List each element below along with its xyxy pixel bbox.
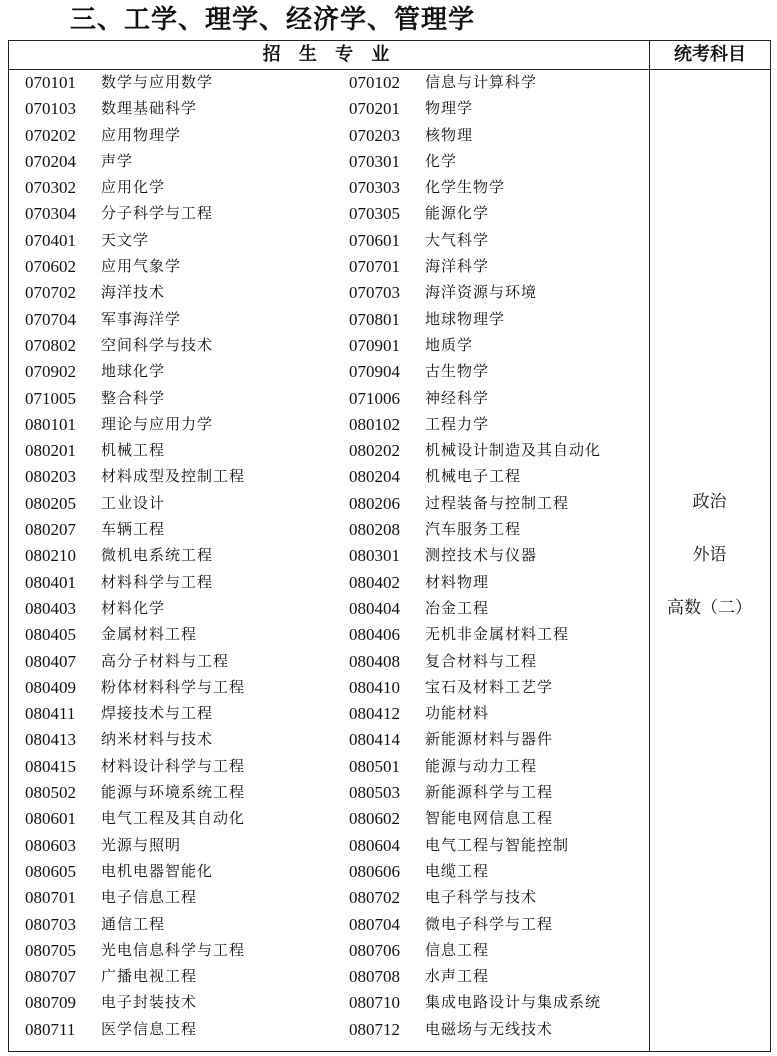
major-code: 080101 [25,414,76,434]
table-row [9,332,649,358]
major-name: 金属材料工程 [101,625,198,644]
major-code: 071005 [25,388,76,408]
major-name: 电磁场与无线技术 [425,1019,554,1038]
major-code: 080703 [25,914,76,934]
header-majors: 招 生 专 业 [262,44,396,65]
major-code: 070701 [349,257,400,277]
major-code: 080603 [25,835,76,855]
major-code: 080203 [25,467,76,487]
major-name: 测控技术与仪器 [425,546,538,565]
major-name: 天文学 [101,230,150,249]
major-code: 070102 [349,73,400,92]
major-name: 海洋资源与环境 [425,283,538,302]
table-row [9,227,649,253]
table-row [9,437,649,463]
major-name: 微机电系统工程 [101,546,214,565]
major-code: 080301 [349,546,400,566]
major-name: 化学 [425,151,458,170]
table-row [9,726,649,752]
major-code: 080704 [349,914,400,934]
table-row [9,989,649,1015]
table-row [9,95,649,121]
major-code: 080602 [349,809,400,829]
major-name: 机械设计制造及其自动化 [425,441,602,460]
table-row [9,832,649,858]
major-code: 080402 [349,572,400,592]
major-code: 080502 [25,783,76,803]
major-name: 复合材料与工程 [425,651,538,670]
major-code: 080408 [349,651,400,671]
major-name: 理论与应用力学 [101,414,214,433]
major-code: 080701 [25,888,76,908]
major-code: 080712 [349,1019,400,1039]
table-row [9,963,649,989]
major-name: 材料成型及控制工程 [101,467,246,486]
major-code: 070204 [25,151,76,171]
major-name: 车辆工程 [101,520,166,539]
major-code: 080404 [349,598,400,618]
major-code: 070304 [25,204,76,224]
major-name: 能源与环境系统工程 [101,783,246,802]
major-code: 080210 [25,546,76,566]
table-row [9,858,649,884]
table-row [9,516,649,542]
major-code: 070303 [349,178,400,198]
major-name: 粉体材料科学与工程 [101,677,246,696]
exam-subjects [649,489,770,648]
table-row [9,569,649,595]
major-code: 080706 [349,940,400,960]
major-name: 空间科学与技术 [101,335,214,354]
major-name: 信息工程 [425,940,490,959]
major-code: 080711 [25,1019,76,1039]
table-row [9,174,649,200]
major-name: 电机电器智能化 [101,861,214,880]
major-name: 海洋科学 [425,257,490,276]
exam-subject: 外语 [692,545,727,565]
major-name: 智能电网信息工程 [425,809,554,828]
major-code: 070601 [349,230,400,250]
majors-table [8,40,771,1052]
table-row [9,700,649,726]
major-code: 080206 [349,493,400,513]
table-row [9,621,649,647]
table-row [9,937,649,963]
major-name: 电子信息工程 [101,888,198,907]
table-row [9,253,649,279]
major-name: 数学与应用数学 [101,73,214,91]
major-code: 080708 [349,967,400,987]
major-code: 080407 [25,651,76,671]
major-code: 070301 [349,151,400,171]
table-row [9,463,649,489]
major-name: 功能材料 [425,704,490,723]
major-name: 古生物学 [425,362,490,381]
table-row [9,884,649,910]
major-code: 080202 [349,441,400,461]
major-name: 分子科学与工程 [101,204,214,223]
section-title: 三、工学、理学、经济学、管理学 [70,5,476,35]
major-name: 工业设计 [101,493,166,512]
major-name: 宝石及材料工艺学 [425,677,554,696]
major-code: 070103 [25,99,76,119]
major-code: 080409 [25,677,76,697]
major-code: 070904 [349,362,400,382]
major-name: 材料设计科学与工程 [101,756,246,775]
major-code: 080102 [349,414,400,434]
major-code: 070305 [349,204,400,224]
table-row [9,542,649,568]
major-name: 地球物理学 [425,309,506,328]
header-exams: 统考科目 [649,41,770,69]
table-row [9,1016,649,1042]
major-name: 能源与动力工程 [425,756,538,775]
major-code: 070302 [25,178,76,198]
major-name: 高分子材料与工程 [101,651,230,670]
major-code: 080208 [349,520,400,540]
major-name: 纳米材料与技术 [101,730,214,749]
exam-subject: 高数（二） [667,598,752,618]
table-row [9,490,649,516]
major-code: 080201 [25,441,76,461]
major-name: 无机非金属材料工程 [425,625,570,644]
table-row [9,411,649,437]
major-name: 集成电路设计与集成系统 [425,993,602,1012]
major-name: 医学信息工程 [101,1019,198,1038]
table-row [9,648,649,674]
major-name: 通信工程 [101,914,166,933]
major-code: 070702 [25,283,76,303]
table-row [9,279,649,305]
table-header [9,41,770,70]
major-code: 080709 [25,993,76,1013]
major-name: 光电信息科学与工程 [101,940,246,959]
major-code: 070202 [25,125,76,145]
table-row [9,595,649,621]
major-code: 080406 [349,625,400,645]
major-code: 070101 [25,73,76,92]
table-row [9,148,649,174]
major-code: 080204 [349,467,400,487]
major-code: 080403 [25,598,76,618]
major-code: 080606 [349,861,400,881]
major-code: 070203 [349,125,400,145]
major-name: 光源与照明 [101,835,182,854]
major-name: 信息与计算科学 [425,73,538,91]
major-name: 电子封装技术 [101,993,198,1012]
major-code: 070902 [25,362,76,382]
table-row [9,200,649,226]
major-name: 应用气象学 [101,257,182,276]
major-name: 新能源科学与工程 [425,783,554,802]
major-name: 应用化学 [101,178,166,197]
major-code: 070401 [25,230,76,250]
major-code: 080503 [349,783,400,803]
major-name: 电气工程与智能控制 [425,835,570,854]
major-name: 数理基础科学 [101,99,198,118]
major-name: 冶金工程 [425,598,490,617]
major-code: 080205 [25,493,76,513]
major-code: 070802 [25,335,76,355]
major-name: 电气工程及其自动化 [101,809,246,828]
major-name: 新能源材料与器件 [425,730,554,749]
major-code: 070704 [25,309,76,329]
major-code: 080601 [25,809,76,829]
major-code: 080707 [25,967,76,987]
major-name: 军事海洋学 [101,309,182,328]
table-row [9,779,649,805]
major-name: 应用物理学 [101,125,182,144]
major-code: 080605 [25,861,76,881]
major-code: 080705 [25,940,76,960]
major-code: 080414 [349,730,400,750]
major-code: 080207 [25,520,76,540]
table-row [9,674,649,700]
major-name: 材料科学与工程 [101,572,214,591]
major-name: 神经科学 [425,388,490,407]
major-name: 广播电视工程 [101,967,198,986]
major-name: 焊接技术与工程 [101,704,214,723]
table-row [9,306,649,332]
major-code: 080401 [25,572,76,592]
table-row [9,753,649,779]
major-code: 080702 [349,888,400,908]
major-code: 080412 [349,704,400,724]
table-row [9,358,649,384]
major-name: 整合科学 [101,388,166,407]
major-name: 电缆工程 [425,861,490,880]
major-name: 地质学 [425,335,474,354]
major-name: 水声工程 [425,967,490,986]
major-code: 080413 [25,730,76,750]
major-name: 机械工程 [101,441,166,460]
major-name: 地球化学 [101,362,166,381]
major-name: 物理学 [425,99,474,118]
major-code: 070602 [25,257,76,277]
major-code: 070901 [349,335,400,355]
major-name: 材料化学 [101,598,166,617]
major-code: 070703 [349,283,400,303]
major-name: 电子科学与技术 [425,888,538,907]
major-name: 汽车服务工程 [425,520,522,539]
table-row [9,69,649,95]
major-code: 080604 [349,835,400,855]
major-code: 080501 [349,756,400,776]
major-name: 海洋技术 [101,283,166,302]
major-name: 能源化学 [425,204,490,223]
major-code: 070201 [349,99,400,119]
major-name: 化学生物学 [425,178,506,197]
major-name: 工程力学 [425,414,490,433]
major-name: 过程装备与控制工程 [425,493,570,512]
major-code: 080410 [349,677,400,697]
major-name: 大气科学 [425,230,490,249]
table-row [9,385,649,411]
exam-subject: 政治 [692,492,727,512]
major-code: 070801 [349,309,400,329]
table-row [9,911,649,937]
table-row [9,122,649,148]
major-code: 071006 [349,388,400,408]
major-code: 080415 [25,756,76,776]
table-row [9,805,649,831]
major-name: 机械电子工程 [425,467,522,486]
major-code: 080411 [25,704,76,724]
majors-list [9,69,649,1042]
major-code: 080405 [25,625,76,645]
major-name: 核物理 [425,125,474,144]
major-name: 微电子科学与工程 [425,914,554,933]
major-name: 材料物理 [425,572,490,591]
major-name: 声学 [101,151,134,170]
major-code: 080710 [349,993,400,1013]
